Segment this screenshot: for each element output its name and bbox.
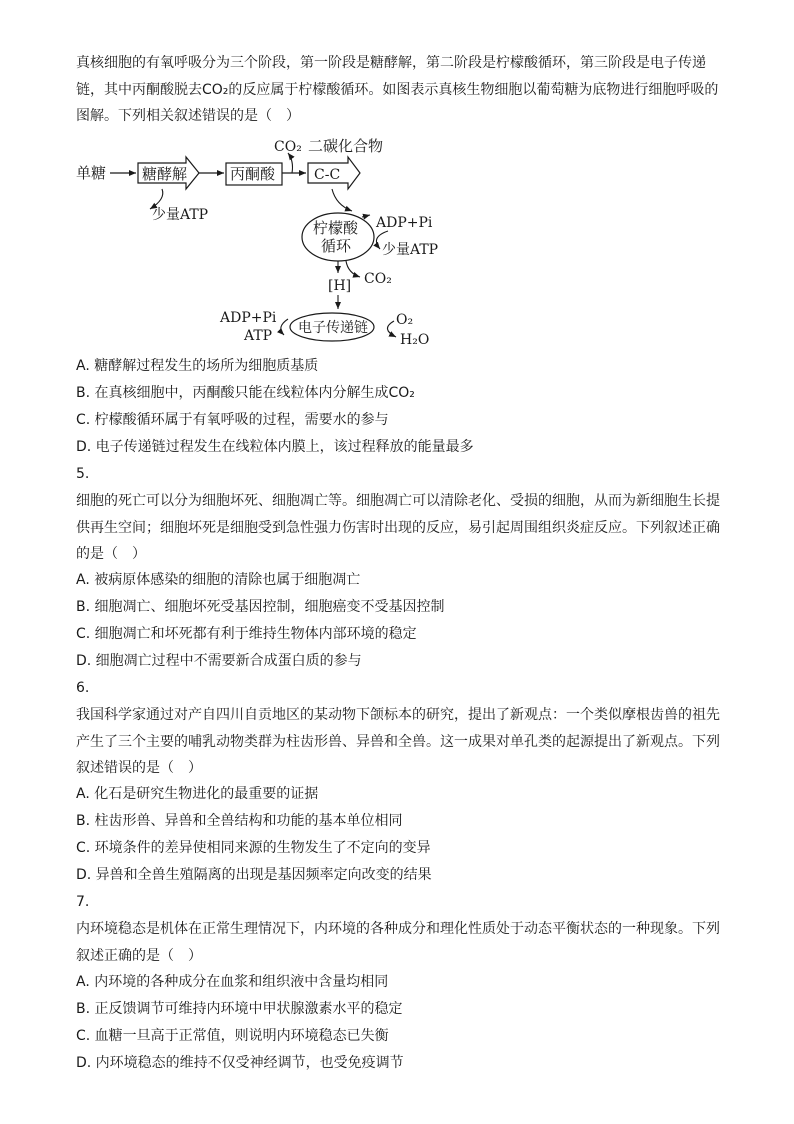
monosaccharide-label: 单糖: [76, 164, 107, 182]
etc-label: 电子传递链: [298, 320, 368, 336]
q7-stem: 内环境稳态是机体在正常生理情况下，内环境的各种成分和理化性质处于动态平衡状态的一种现象。下列叙述正确的是（ ）: [76, 921, 720, 964]
q6-option-b: B. 柱齿形兽、异兽和全兽结构和功能的基本单位相同: [76, 813, 403, 829]
q6-option-a: A. 化石是研究生物进化的最重要的证据: [76, 786, 319, 802]
glycolysis-label: 糖酵解: [142, 165, 188, 183]
q4-option-b: B. 在真核细胞中，丙酮酸只能在线粒体内分解生成CO₂: [76, 385, 415, 401]
little-atp-2-label: 少量ATP: [382, 242, 439, 258]
arrow-o2-h2o: [387, 321, 396, 337]
co2-1-label: CO₂: [274, 139, 302, 155]
q7-number: 7.: [76, 894, 90, 910]
q6-option-c: C. 环境条件的差异使相同来源的生物发生了不定向的变异: [76, 840, 431, 856]
adp-pi-1-label: ADP+Pi: [376, 215, 433, 231]
q6-number: 6.: [76, 680, 90, 696]
q5-option-b: B. 细胞凋亡、细胞坏死受基因控制，细胞癌变不受基因控制: [76, 599, 445, 615]
q7-option-c: C. 血糖一旦高于正常值，则说明内环境稳态已失衡: [76, 1028, 389, 1044]
pyruvate-label: 丙酮酸: [230, 165, 276, 183]
q5-option-d: D. 细胞凋亡过程中不需要新合成蛋白质的参与: [76, 653, 362, 669]
adp-pi-2-label: ADP+Pi: [220, 310, 277, 326]
arrow-co2-1: [288, 153, 293, 173]
arrow-co2-2: [346, 261, 360, 277]
h2o-label: H₂O: [400, 332, 430, 348]
atp-label: ATP: [244, 328, 273, 344]
q4-option-c: C. 柠檬酸循环属于有氧呼吸的过程，需要水的参与: [76, 412, 389, 428]
q5-stem: 细胞的死亡可以分为细胞坏死、细胞凋亡等。细胞凋亡可以清除老化、受损的细胞，从而为新细胞生长提供再生空间；细胞坏死是细胞受到急性强力伤害时出现的反应，易引起周围组织炎症反应。下列叙述正确的是（ ）: [76, 493, 720, 562]
q7-option-b: B. 正反馈调节可维持内环境中甲状腺激素水平的稳定: [76, 1001, 403, 1017]
q7-option-a: A. 内环境的各种成分在血浆和组织液中含量均相同: [76, 974, 389, 990]
two-carbon-label: 二碳化合物: [308, 137, 384, 155]
q7-option-d: D. 内环境稳态的维持不仅受神经调节，也受免疫调节: [76, 1055, 404, 1071]
arrow-etc-atp: [281, 319, 288, 335]
q6-option-d: D. 异兽和全兽生殖隔离的出现是基因频率定向改变的结果: [76, 867, 432, 883]
q5-number: 5.: [76, 466, 90, 482]
q6-stem: 我国科学家通过对产自四川自贡地区的某动物下颌标本的研究，提出了新观点：一个类似摩根齿兽的祖先产生了三个主要的哺乳动物类群为柱齿形兽、异兽和全兽。这一成果对单孔类的起源提出了新观点。下列叙述错误的是（ ）: [76, 707, 720, 776]
cell-respiration-diagram: [70, 133, 470, 355]
q4-option-d: D. 电子传递链过程发生在线粒体内膜上，该过程释放的能量最多: [76, 439, 474, 455]
arrow-glycolysis-atp: [150, 189, 163, 209]
q4-option-a: A. 糖酵解过程发生的场所为细胞质基质: [76, 358, 319, 374]
arrow-cc-to-cycle: [332, 189, 352, 211]
cycle-direction-arrow: [362, 215, 370, 217]
cc-label: C-C: [314, 167, 341, 183]
q5-option-a: A. 被病原体感染的细胞的清除也属于细胞凋亡: [76, 572, 361, 588]
h-label: [H]: [328, 278, 352, 294]
citric-line1-label: 柠檬酸: [313, 219, 359, 237]
citric-line2-label: 循环: [321, 237, 352, 255]
q5-option-c: C. 细胞凋亡和坏死都有利于维持生物体内部环境的稳定: [76, 626, 417, 642]
co2-2-label: CO₂: [364, 271, 392, 287]
q4-stem: 真核细胞的有氧呼吸分为三个阶段，第一阶段是糖酵解，第二阶段是柠檬酸循环，第三阶段是电子传递链，其中丙酮酸脱去CO₂的反应属于柠檬酸循环。如图表示真核生物细胞以葡萄糖为底物进行细胞呼吸的图解。下列相关叙述错误的是（ ）: [76, 55, 719, 124]
little-atp-1-label: 少量ATP: [152, 207, 209, 223]
o2-label: O₂: [396, 312, 414, 328]
